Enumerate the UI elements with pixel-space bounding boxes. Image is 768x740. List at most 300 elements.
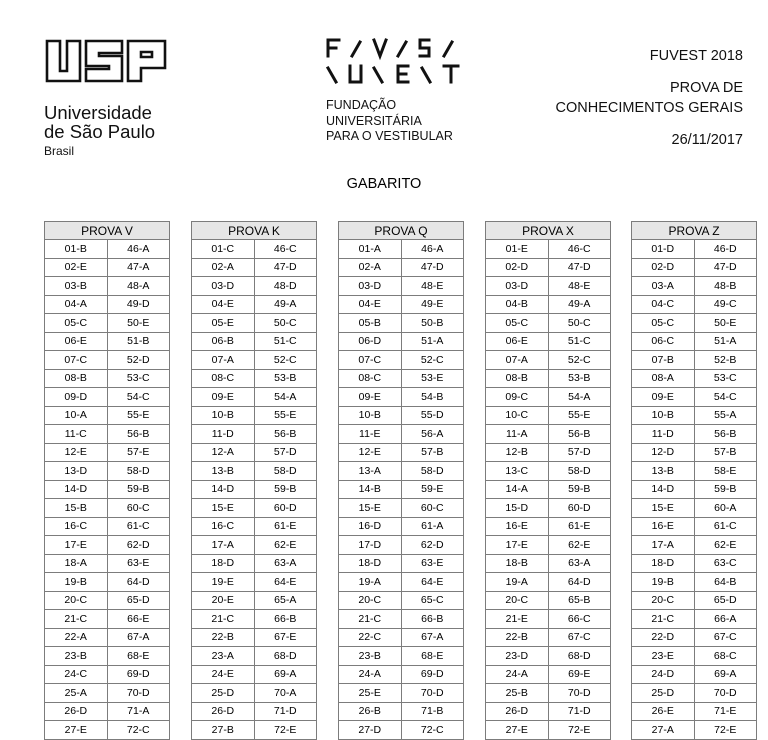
answer-cell: 01-C bbox=[192, 240, 255, 259]
answer-cell: 49-C bbox=[694, 295, 757, 314]
table-row bbox=[45, 517, 170, 536]
answer-cell: 47-A bbox=[107, 258, 170, 277]
answer-cell: 49-E bbox=[401, 295, 464, 314]
table-row bbox=[632, 314, 757, 333]
answer-cell: 72-E bbox=[254, 721, 317, 740]
answer-cell: 55-A bbox=[694, 406, 757, 425]
answer-cell: 10-B bbox=[632, 406, 695, 425]
answer-cell: 17-E bbox=[45, 536, 108, 555]
table-row bbox=[339, 369, 464, 388]
table-row bbox=[632, 332, 757, 351]
answer-cell: 09-E bbox=[339, 388, 402, 407]
answer-cell: 22-B bbox=[486, 628, 549, 647]
answer-cell: 70-D bbox=[107, 684, 170, 703]
answer-cell: 65-C bbox=[401, 591, 464, 610]
answer-cell: 05-C bbox=[486, 314, 549, 333]
answer-cell: 18-A bbox=[45, 554, 108, 573]
table-row bbox=[486, 702, 611, 721]
answer-cell: 20-C bbox=[45, 591, 108, 610]
table-row bbox=[192, 332, 317, 351]
table-row bbox=[45, 554, 170, 573]
answer-cell: 58-D bbox=[548, 462, 611, 481]
answer-cell: 23-E bbox=[632, 647, 695, 666]
answer-cell: 16-C bbox=[192, 517, 255, 536]
answer-cell: 66-B bbox=[254, 610, 317, 629]
table-row bbox=[632, 628, 757, 647]
table-row bbox=[192, 443, 317, 462]
answer-cell: 47-D bbox=[254, 258, 317, 277]
answer-cell: 22-C bbox=[339, 628, 402, 647]
answer-cell: 57-D bbox=[548, 443, 611, 462]
table-row bbox=[339, 591, 464, 610]
foundation-name: FUNDAÇÃO UNIVERSITÁRIA PARA O VESTIBULAR bbox=[326, 98, 453, 143]
answer-cell: 26-E bbox=[632, 702, 695, 721]
table-row bbox=[339, 702, 464, 721]
table-row bbox=[45, 332, 170, 351]
answer-cell: 13-B bbox=[632, 462, 695, 481]
answer-cell: 23-A bbox=[192, 647, 255, 666]
answer-table-prova-x bbox=[485, 221, 611, 740]
usp-logo bbox=[44, 38, 168, 84]
answer-cell: 02-D bbox=[632, 258, 695, 277]
answer-cell: 65-D bbox=[107, 591, 170, 610]
answer-cell: 63-A bbox=[254, 554, 317, 573]
table-row bbox=[45, 443, 170, 462]
answer-cell: 05-C bbox=[632, 314, 695, 333]
answer-cell: 48-E bbox=[401, 277, 464, 296]
table-row bbox=[192, 684, 317, 703]
answer-cell: 19-B bbox=[45, 573, 108, 592]
answer-cell: 13-B bbox=[192, 462, 255, 481]
table-row bbox=[45, 480, 170, 499]
answer-cell: 12-A bbox=[192, 443, 255, 462]
table-row bbox=[192, 480, 317, 499]
answer-cell: 26-B bbox=[339, 702, 402, 721]
answer-cell: 60-A bbox=[694, 499, 757, 518]
exam-info bbox=[556, 46, 743, 150]
table-row bbox=[486, 277, 611, 296]
table-header: PROVA Q bbox=[339, 222, 464, 240]
answer-cell: 21-C bbox=[45, 610, 108, 629]
answer-cell: 61-A bbox=[401, 517, 464, 536]
answer-cell: 06-E bbox=[45, 332, 108, 351]
table-row bbox=[339, 610, 464, 629]
table-row bbox=[632, 425, 757, 444]
answer-cell: 23-B bbox=[45, 647, 108, 666]
answer-cell: 50-E bbox=[107, 314, 170, 333]
answer-cell: 04-B bbox=[486, 295, 549, 314]
answer-cell: 06-D bbox=[339, 332, 402, 351]
answer-cell: 46-A bbox=[401, 240, 464, 259]
answer-cell: 23-D bbox=[486, 647, 549, 666]
answer-cell: 24-A bbox=[339, 665, 402, 684]
answer-cell: 65-B bbox=[548, 591, 611, 610]
answer-cell: 64-D bbox=[548, 573, 611, 592]
answer-cell: 03-B bbox=[45, 277, 108, 296]
answer-cell: 50-C bbox=[548, 314, 611, 333]
table-row bbox=[486, 240, 611, 259]
answer-cell: 72-E bbox=[694, 721, 757, 740]
table-row bbox=[339, 314, 464, 333]
answer-cell: 18-D bbox=[192, 554, 255, 573]
table-row bbox=[486, 369, 611, 388]
answer-cell: 22-A bbox=[45, 628, 108, 647]
table-row bbox=[339, 351, 464, 370]
university-name: Universidade de São Paulo bbox=[44, 102, 156, 142]
table-row bbox=[486, 721, 611, 740]
table-row bbox=[192, 351, 317, 370]
table-row bbox=[486, 684, 611, 703]
answer-cell: 05-B bbox=[339, 314, 402, 333]
table-row bbox=[632, 721, 757, 740]
answer-cell: 11-D bbox=[192, 425, 255, 444]
table-row bbox=[45, 499, 170, 518]
answer-cell: 18-D bbox=[632, 554, 695, 573]
answer-cell: 15-D bbox=[486, 499, 549, 518]
table-row bbox=[632, 240, 757, 259]
answer-cell: 51-B bbox=[107, 332, 170, 351]
answer-table-prova-q bbox=[338, 221, 464, 740]
answer-cell: 63-E bbox=[401, 554, 464, 573]
answer-cell: 08-C bbox=[192, 369, 255, 388]
answer-cell: 02-A bbox=[192, 258, 255, 277]
answer-cell: 18-B bbox=[486, 554, 549, 573]
table-row bbox=[339, 517, 464, 536]
answer-cell: 54-C bbox=[107, 388, 170, 407]
table-row bbox=[192, 536, 317, 555]
answer-cell: 67-A bbox=[107, 628, 170, 647]
table-row bbox=[632, 462, 757, 481]
answer-cell: 66-C bbox=[548, 610, 611, 629]
answer-cell: 64-E bbox=[254, 573, 317, 592]
table-row bbox=[45, 665, 170, 684]
answer-cell: 53-C bbox=[107, 369, 170, 388]
answer-cell: 23-B bbox=[339, 647, 402, 666]
answer-cell: 67-C bbox=[694, 628, 757, 647]
answer-cell: 05-C bbox=[45, 314, 108, 333]
answer-cell: 58-D bbox=[401, 462, 464, 481]
answer-cell: 03-D bbox=[339, 277, 402, 296]
table-row bbox=[486, 517, 611, 536]
answer-cell: 54-B bbox=[401, 388, 464, 407]
answer-cell: 46-C bbox=[548, 240, 611, 259]
answer-cell: 15-E bbox=[632, 499, 695, 518]
answer-cell: 07-C bbox=[45, 351, 108, 370]
table-row bbox=[486, 610, 611, 629]
answer-cell: 20-C bbox=[486, 591, 549, 610]
answer-cell: 60-C bbox=[401, 499, 464, 518]
answer-cell: 03-D bbox=[486, 277, 549, 296]
answer-cell: 56-B bbox=[548, 425, 611, 444]
answer-cell: 16-E bbox=[486, 517, 549, 536]
answer-cell: 68-C bbox=[694, 647, 757, 666]
table-row bbox=[45, 591, 170, 610]
table-row bbox=[632, 277, 757, 296]
answer-cell: 57-E bbox=[107, 443, 170, 462]
table-row bbox=[45, 462, 170, 481]
answer-table-prova-z bbox=[631, 221, 757, 740]
answer-cell: 57-B bbox=[694, 443, 757, 462]
answer-cell: 25-D bbox=[632, 684, 695, 703]
table-row bbox=[339, 388, 464, 407]
table-row bbox=[486, 573, 611, 592]
answer-cell: 19-E bbox=[192, 573, 255, 592]
answer-cell: 07-A bbox=[192, 351, 255, 370]
answer-cell: 27-E bbox=[486, 721, 549, 740]
answer-cell: 14-D bbox=[45, 480, 108, 499]
table-row bbox=[45, 295, 170, 314]
answer-cell: 07-C bbox=[339, 351, 402, 370]
table-row bbox=[632, 610, 757, 629]
answer-cell: 21-E bbox=[486, 610, 549, 629]
answer-cell: 11-C bbox=[45, 425, 108, 444]
table-row bbox=[632, 554, 757, 573]
answer-cell: 15-B bbox=[45, 499, 108, 518]
answer-cell: 54-A bbox=[548, 388, 611, 407]
answer-cell: 60-D bbox=[254, 499, 317, 518]
answer-cell: 10-A bbox=[45, 406, 108, 425]
table-row bbox=[632, 369, 757, 388]
table-row bbox=[486, 462, 611, 481]
answer-cell: 48-B bbox=[694, 277, 757, 296]
answer-cell: 68-E bbox=[107, 647, 170, 666]
answer-cell: 24-C bbox=[45, 665, 108, 684]
table-row bbox=[339, 480, 464, 499]
table-row bbox=[632, 406, 757, 425]
answer-cell: 63-E bbox=[107, 554, 170, 573]
answer-cell: 20-E bbox=[192, 591, 255, 610]
answer-cell: 11-A bbox=[486, 425, 549, 444]
answer-cell: 04-C bbox=[632, 295, 695, 314]
answer-cell: 11-D bbox=[632, 425, 695, 444]
table-row bbox=[45, 314, 170, 333]
table-row bbox=[486, 665, 611, 684]
answer-cell: 64-B bbox=[694, 573, 757, 592]
answer-cell: 19-A bbox=[486, 573, 549, 592]
answer-cell: 52-D bbox=[107, 351, 170, 370]
answer-cell: 14-D bbox=[632, 480, 695, 499]
answer-cell: 52-C bbox=[401, 351, 464, 370]
table-row bbox=[192, 628, 317, 647]
table-row bbox=[339, 277, 464, 296]
answer-cell: 15-E bbox=[339, 499, 402, 518]
answer-cell: 12-D bbox=[632, 443, 695, 462]
answer-cell: 13-A bbox=[339, 462, 402, 481]
table-row bbox=[632, 702, 757, 721]
answer-cell: 27-B bbox=[192, 721, 255, 740]
table-row bbox=[192, 258, 317, 277]
answer-cell: 26-D bbox=[192, 702, 255, 721]
answer-cell: 48-A bbox=[107, 277, 170, 296]
answer-cell: 64-D bbox=[107, 573, 170, 592]
answer-cell: 25-E bbox=[339, 684, 402, 703]
answer-cell: 61-E bbox=[548, 517, 611, 536]
answer-cell: 58-E bbox=[694, 462, 757, 481]
table-row bbox=[632, 295, 757, 314]
answer-cell: 72-E bbox=[548, 721, 611, 740]
table-row bbox=[339, 721, 464, 740]
answer-cell: 50-B bbox=[401, 314, 464, 333]
answer-cell: 08-A bbox=[632, 369, 695, 388]
answer-cell: 69-E bbox=[548, 665, 611, 684]
answer-cell: 24-E bbox=[192, 665, 255, 684]
answer-cell: 06-C bbox=[632, 332, 695, 351]
table-row bbox=[632, 591, 757, 610]
fuvest-logo bbox=[326, 38, 466, 86]
table-row bbox=[339, 406, 464, 425]
answer-cell: 56-B bbox=[694, 425, 757, 444]
table-row bbox=[192, 610, 317, 629]
answer-cell: 69-A bbox=[254, 665, 317, 684]
answer-cell: 10-B bbox=[192, 406, 255, 425]
table-row bbox=[192, 462, 317, 481]
table-header: PROVA K bbox=[192, 222, 317, 240]
answer-cell: 46-D bbox=[694, 240, 757, 259]
answer-cell: 67-E bbox=[254, 628, 317, 647]
table-row bbox=[45, 351, 170, 370]
answer-cell: 27-A bbox=[632, 721, 695, 740]
table-row bbox=[632, 388, 757, 407]
table-row bbox=[486, 332, 611, 351]
answer-cell: 04-A bbox=[45, 295, 108, 314]
answer-cell: 02-E bbox=[45, 258, 108, 277]
answer-cell: 12-B bbox=[486, 443, 549, 462]
exam-year: FUVEST 2018 bbox=[649, 48, 743, 64]
table-row bbox=[45, 406, 170, 425]
answer-cell: 17-E bbox=[486, 536, 549, 555]
answer-cell: 59-E bbox=[401, 480, 464, 499]
answer-cell: 25-B bbox=[486, 684, 549, 703]
answer-cell: 70-D bbox=[401, 684, 464, 703]
answer-cell: 69-D bbox=[401, 665, 464, 684]
table-row bbox=[192, 554, 317, 573]
table-row bbox=[486, 480, 611, 499]
answer-cell: 26-D bbox=[45, 702, 108, 721]
answer-cell: 53-C bbox=[694, 369, 757, 388]
table-row bbox=[339, 665, 464, 684]
answer-cell: 69-A bbox=[694, 665, 757, 684]
answer-cell: 06-E bbox=[486, 332, 549, 351]
table-row bbox=[45, 573, 170, 592]
table-row bbox=[192, 499, 317, 518]
table-row bbox=[632, 480, 757, 499]
answer-cell: 47-D bbox=[694, 258, 757, 277]
answer-cell: 51-C bbox=[548, 332, 611, 351]
answer-cell: 59-B bbox=[254, 480, 317, 499]
table-row bbox=[45, 258, 170, 277]
answer-cell: 25-D bbox=[192, 684, 255, 703]
table-row bbox=[632, 351, 757, 370]
answer-cell: 62-E bbox=[548, 536, 611, 555]
answer-cell: 57-B bbox=[401, 443, 464, 462]
answer-cell: 16-E bbox=[632, 517, 695, 536]
answer-cell: 21-C bbox=[192, 610, 255, 629]
table-row bbox=[486, 314, 611, 333]
table-row bbox=[486, 536, 611, 555]
answer-cell: 09-E bbox=[632, 388, 695, 407]
answer-cell: 01-E bbox=[486, 240, 549, 259]
table-row bbox=[632, 536, 757, 555]
answer-cell: 62-E bbox=[694, 536, 757, 555]
answer-cell: 53-B bbox=[548, 369, 611, 388]
answer-cell: 20-C bbox=[632, 591, 695, 610]
answer-cell: 05-E bbox=[192, 314, 255, 333]
answer-cell: 55-E bbox=[548, 406, 611, 425]
answer-cell: 65-A bbox=[254, 591, 317, 610]
answer-cell: 49-D bbox=[107, 295, 170, 314]
table-row bbox=[45, 536, 170, 555]
answer-cell: 12-E bbox=[45, 443, 108, 462]
answer-cell: 53-B bbox=[254, 369, 317, 388]
answer-cell: 59-B bbox=[107, 480, 170, 499]
answer-cell: 21-C bbox=[339, 610, 402, 629]
answer-cell: 62-D bbox=[107, 536, 170, 555]
answer-cell: 70-A bbox=[254, 684, 317, 703]
answer-table-prova-k bbox=[191, 221, 317, 740]
answer-cell: 09-D bbox=[45, 388, 108, 407]
answer-cell: 71-E bbox=[694, 702, 757, 721]
answer-cell: 10-C bbox=[486, 406, 549, 425]
answer-cell: 56-A bbox=[401, 425, 464, 444]
exam-date: 26/11/2017 bbox=[671, 132, 743, 148]
table-row bbox=[486, 647, 611, 666]
answer-cell: 27-E bbox=[45, 721, 108, 740]
answer-cell: 22-B bbox=[192, 628, 255, 647]
table-row bbox=[192, 314, 317, 333]
table-row bbox=[339, 258, 464, 277]
answer-cell: 59-B bbox=[694, 480, 757, 499]
table-row bbox=[632, 258, 757, 277]
table-row bbox=[486, 258, 611, 277]
table-row bbox=[45, 277, 170, 296]
answer-cell: 46-A bbox=[107, 240, 170, 259]
answer-cell: 02-A bbox=[339, 258, 402, 277]
answer-cell: 19-A bbox=[339, 573, 402, 592]
table-row bbox=[45, 240, 170, 259]
answer-cell: 03-D bbox=[192, 277, 255, 296]
table-row bbox=[486, 351, 611, 370]
answer-cell: 16-D bbox=[339, 517, 402, 536]
exam-title-line1: PROVA DE bbox=[669, 80, 743, 96]
table-row bbox=[632, 573, 757, 592]
answer-cell: 09-E bbox=[192, 388, 255, 407]
table-row bbox=[486, 591, 611, 610]
answer-cell: 68-D bbox=[548, 647, 611, 666]
answer-cell: 58-D bbox=[254, 462, 317, 481]
answer-cell: 53-E bbox=[401, 369, 464, 388]
table-row bbox=[339, 499, 464, 518]
answer-cell: 24-D bbox=[632, 665, 695, 684]
table-row bbox=[486, 406, 611, 425]
table-row bbox=[632, 647, 757, 666]
answer-cell: 02-D bbox=[486, 258, 549, 277]
table-row bbox=[486, 628, 611, 647]
table-row bbox=[339, 332, 464, 351]
table-row bbox=[339, 536, 464, 555]
table-row bbox=[192, 721, 317, 740]
answer-cell: 50-C bbox=[254, 314, 317, 333]
answer-cell: 04-E bbox=[192, 295, 255, 314]
table-row bbox=[339, 240, 464, 259]
university-country: Brasil bbox=[44, 144, 75, 158]
table-row bbox=[192, 388, 317, 407]
answer-cell: 52-C bbox=[254, 351, 317, 370]
answer-cell: 50-E bbox=[694, 314, 757, 333]
answer-cell: 12-E bbox=[339, 443, 402, 462]
table-row bbox=[339, 628, 464, 647]
answer-cell: 55-D bbox=[401, 406, 464, 425]
answer-cell: 13-D bbox=[45, 462, 108, 481]
